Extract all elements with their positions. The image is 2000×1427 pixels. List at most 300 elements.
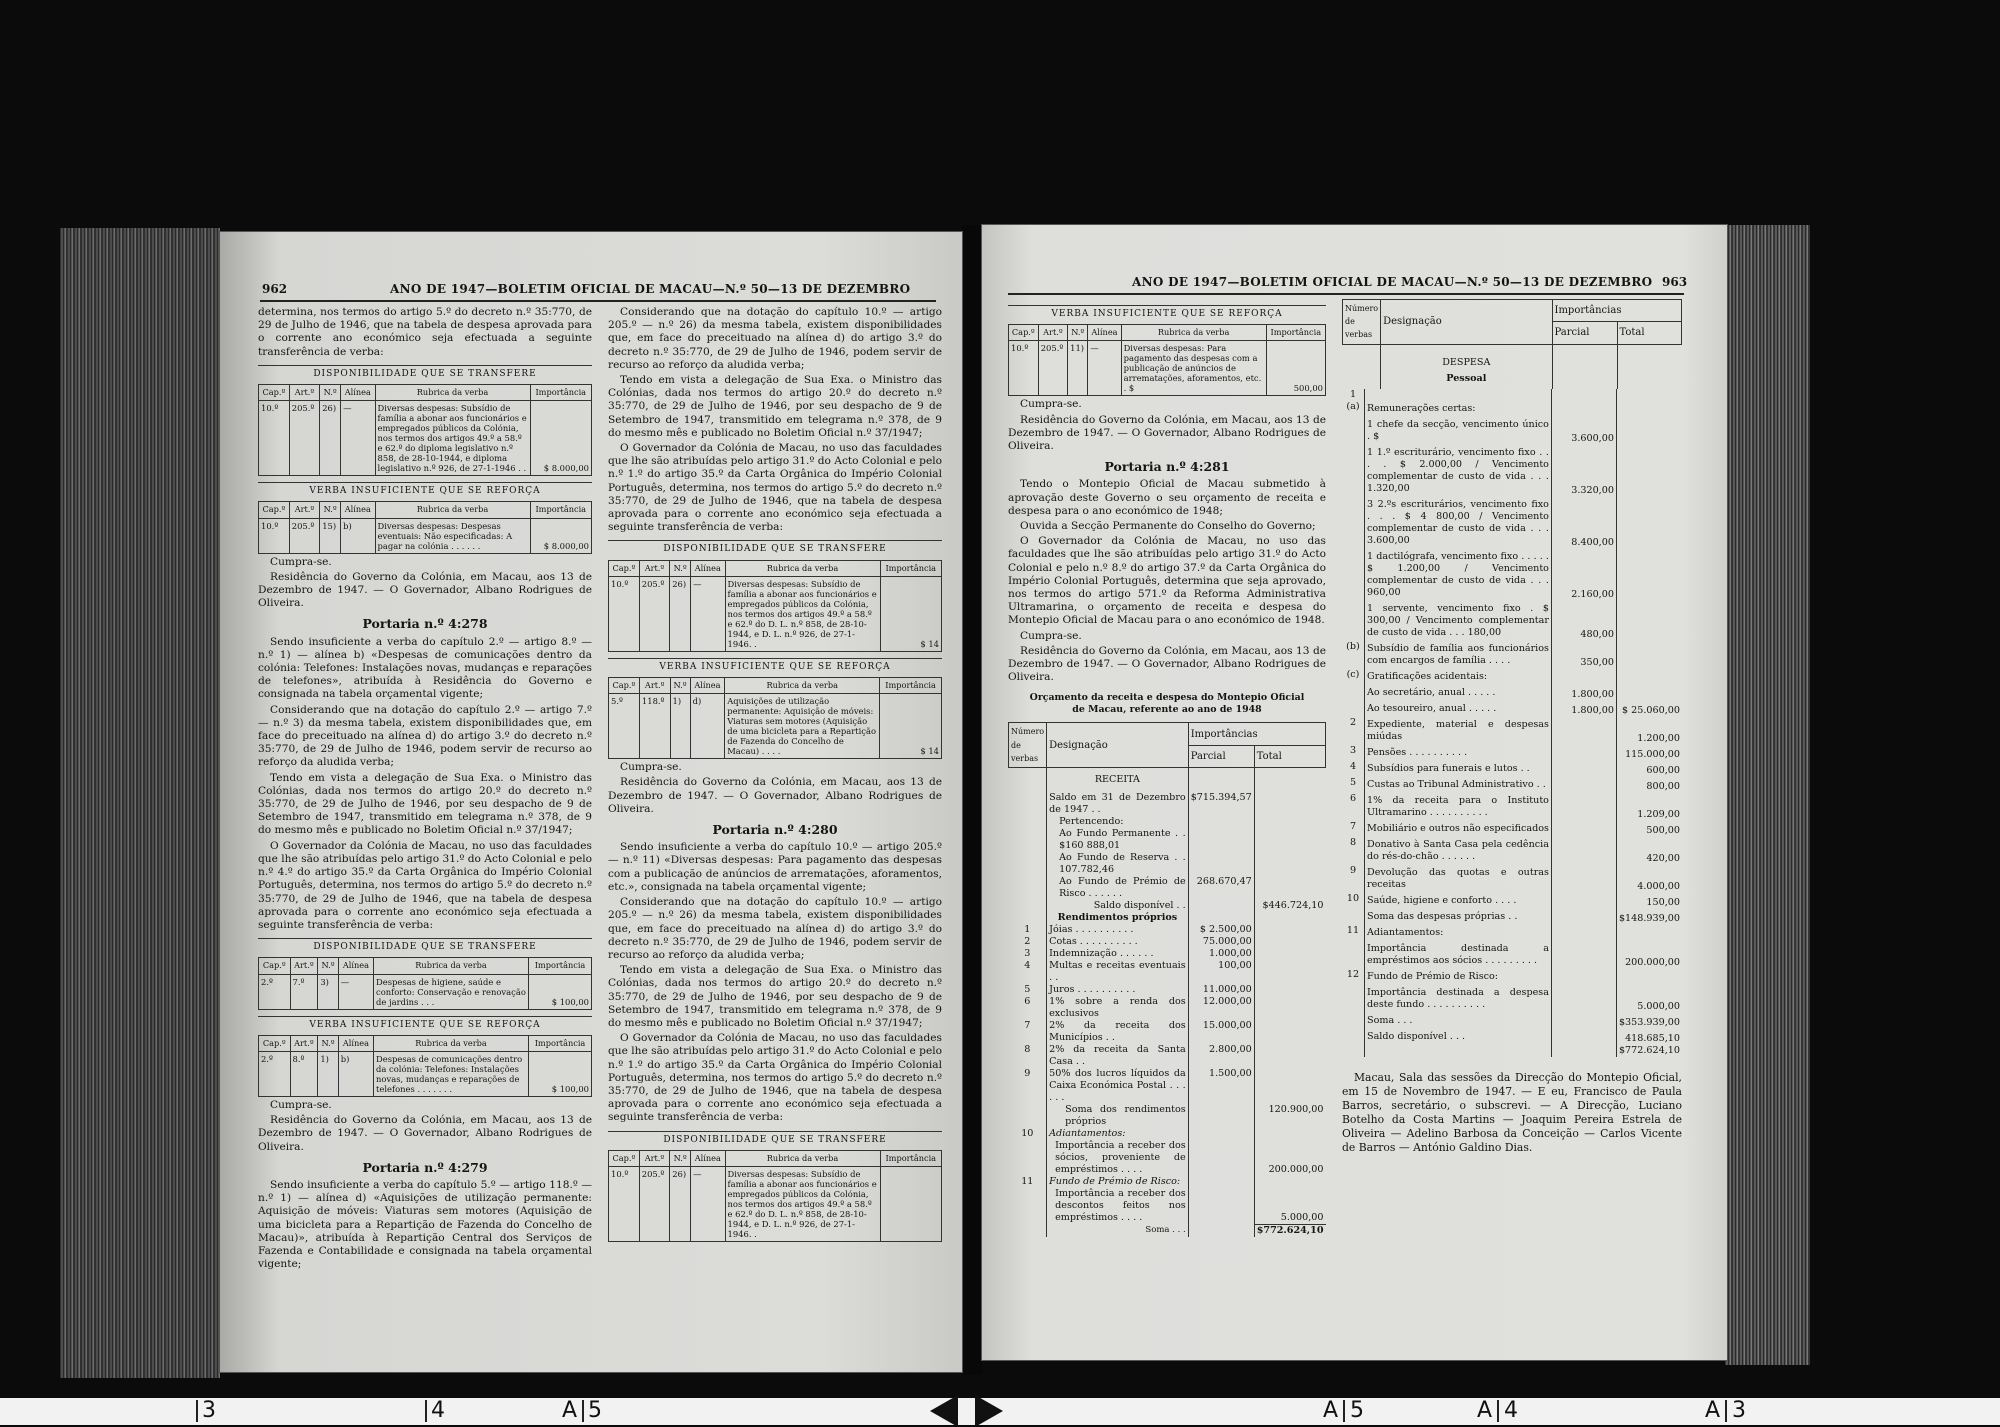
cell: Soma das despesas próprias . . <box>1365 909 1552 925</box>
cell: 3.600,00 <box>1551 417 1616 445</box>
table-row <box>1009 341 1326 396</box>
cell: 2 <box>1009 936 1047 948</box>
cell <box>1551 1029 1616 1045</box>
th-alinea: Alínea <box>690 678 725 694</box>
table-row <box>1009 1224 1326 1237</box>
cell: 1% sobre a renda dos exclusivos <box>1047 996 1189 1020</box>
th-rubrica: Rubrica da verba <box>375 385 530 401</box>
th-numero: Número de verbas <box>1009 723 1047 768</box>
table-row <box>1009 1044 1326 1068</box>
cell: Mobiliário e outros não especificados <box>1365 821 1552 837</box>
paragraph: Sendo insuficiente a verba do capítulo 2.º — artigo 8.º — n.º 1) — alínea b) «Despesas de comunicações dentro da colónia: Telefones: Instalações novas, mudanças e reparações de telefones», atribuída à Residência do Governo e consignada na tabela orçamental vigente; <box>258 635 592 701</box>
cell: (c) <box>1342 669 1365 685</box>
film-tick <box>1725 1400 1727 1422</box>
cell <box>1342 417 1365 445</box>
table-row <box>1342 549 1682 601</box>
th-imp: Importância <box>880 1150 941 1166</box>
cell <box>1616 669 1682 685</box>
signature-line: Residência do Governo da Colónia, em Macau, aos 13 de Dezembro de 1947. — O Governador, Albano Rodrigues de Oliveira. <box>1008 644 1326 684</box>
transfer-table <box>258 957 592 1009</box>
cell: 418.685,10 <box>1625 1032 1680 1044</box>
paragraph: Tendo em vista a delegação de Sua Exa. o Ministro das Colónias, dada nos termos do artigo 20.º do decreto n.º 35:770, de 29 de Julho de 1946, por seu despacho de 9 de Setembro de 1947, transmitido em telegrama n.º 378, de 9 do mesmo mês e publicado no Boletim Oficial n.º 37/1947; <box>608 964 942 1029</box>
cell <box>1365 1045 1552 1057</box>
th-imp: Importância <box>529 958 592 974</box>
th-alinea: Alínea <box>691 560 725 576</box>
table-row <box>259 1051 592 1096</box>
cell: 9 <box>1009 1068 1047 1104</box>
th-art: Art.º <box>639 560 669 576</box>
th-art: Art.º <box>289 502 319 518</box>
cell: Diversas despesas: Despesas eventuais: Não especificadas: A pagar na colónia . . . . . . <box>375 518 530 553</box>
th-cap: Cap.º <box>609 560 640 576</box>
table-row <box>1342 1013 1682 1029</box>
previous-frame-button[interactable] <box>930 1395 958 1427</box>
cell <box>1551 969 1616 985</box>
cell: Saldo em 31 de Dezembro de 1947 . . <box>1047 792 1189 816</box>
th-n: N.º <box>1068 325 1088 341</box>
cell: 1 chefe da secção, vencimento único . $ <box>1365 417 1552 445</box>
cell: 3 <box>1342 745 1365 761</box>
cell: 3.320,00 <box>1551 445 1616 497</box>
paragraph: Considerando que na dotação do capítulo 10.º — artigo 205.º — n.º 26) da mesma tabela, existem disponibilidades que, em face do preceituado na alínea d) do artigo 3.º do decreto n.º 35:770, de 29 de Julho de 1946, podem servir de recurso ao reforço da aludida verba; <box>608 896 942 961</box>
cell: 2.º <box>259 1051 291 1096</box>
cumpra-se: Cumpra-se. <box>270 1098 332 1111</box>
cell: 480,00 <box>1551 601 1616 641</box>
cell: 6 <box>1342 793 1365 821</box>
cell: Aquisições de utilização permanente: Aquisição de móveis: Viaturas sem motores (Aquisição de uma bicicleta para a Repartição de Fazenda do Concelho de Macau) . . . . <box>725 694 880 759</box>
cell: Soma dos rendimentos próprios <box>1047 1104 1189 1128</box>
cell: Saldo disponível . . <box>1047 900 1189 912</box>
th-importancias: Importâncias <box>1188 723 1325 745</box>
film-mark: A <box>562 1398 578 1423</box>
reinforce-table <box>258 501 592 553</box>
paragraph: O Governador da Colónia de Macau, no uso das faculdades que lhe são atribuídas pelo artigo 31.º do Acto Colonial e pelo n.º 8.º do artigo 37.º da Carta Orgânica do Império Colonial Português, determina que seja aprovado, nos termos do artigo 571.º da Reforma Administrativa Ultramarina, o orçamento de receita e despesa do Montepio Oficial de Macau para o ano económico de 1948. <box>1008 535 1326 627</box>
cell: 26) <box>320 401 341 476</box>
th-art: Art.º <box>290 1035 318 1051</box>
th-designacao: Designação <box>1381 300 1552 345</box>
cell <box>1616 925 1682 941</box>
cell <box>1551 865 1616 893</box>
cell: $ 100,00 <box>529 1051 592 1096</box>
cell: 800,00 <box>1646 780 1680 792</box>
cell <box>1616 685 1682 701</box>
th-cap: Cap.º <box>259 502 290 518</box>
th-designacao: Designação <box>1047 723 1189 768</box>
table-row <box>259 401 592 476</box>
cell: 1.209,00 <box>1637 808 1680 820</box>
cell <box>1342 985 1365 1013</box>
th-cap: Cap.º <box>259 385 290 401</box>
th-cap: Cap.º <box>609 678 640 694</box>
book-edge-left <box>60 228 220 1378</box>
th-art: Art.º <box>1038 325 1067 341</box>
cell: 1 servente, vencimento fixo . $ 300,00 / Vencimento complementar de custo de vida . . . 180,00 <box>1365 601 1552 641</box>
table-row <box>1009 1020 1326 1044</box>
table-row <box>1342 685 1682 701</box>
th-parcial: Parcial <box>1552 322 1617 344</box>
cell: Adiantamentos: <box>1365 925 1552 941</box>
table-row <box>1009 792 1326 816</box>
signature-line: Residência do Governo da Colónia, em Macau, aos 13 de Dezembro de 1947. — O Governador, Albano Rodrigues de Oliveira. <box>1008 413 1326 453</box>
closing-paragraph: Macau, Sala das sessões da Direcção do Montepio Oficial, em 15 de Novembro de 1947. — E eu, Francisco de Paula Barros, secretário, o subscrevi. — A Direcção, Luciano Botelho da Costa Martins — Joaquim Pereira Estrela de Oliveira — Adelino Barbosa da Conceição — Carlos Vicente de Barros — António Galdino Dias. <box>1342 1070 1682 1154</box>
cell: Pensões . . . . . . . . . . <box>1365 745 1552 761</box>
cell <box>1616 549 1682 601</box>
table-row <box>1009 900 1326 912</box>
cell <box>1551 925 1616 941</box>
film-mark: 3 <box>202 1398 216 1423</box>
portaria-title: Portaria n.º 4:281 <box>1104 459 1230 475</box>
cell: Donativo à Santa Casa pela cedência do rés-do-chão . . . . . . <box>1365 837 1552 865</box>
cell: — <box>1088 341 1121 396</box>
reinforce-table <box>258 1035 592 1097</box>
th-alinea: Alínea <box>338 1035 373 1051</box>
cell <box>1551 821 1616 837</box>
transfer-table <box>608 560 942 652</box>
cell <box>1551 837 1616 865</box>
cell: 420,00 <box>1646 852 1680 864</box>
cell: 2.º <box>259 974 291 1009</box>
cell: Jóias . . . . . . . . . . <box>1047 924 1189 936</box>
cell: 600,00 <box>1646 764 1680 776</box>
cell: 6 <box>1009 996 1047 1020</box>
paragraph: Tendo em vista a delegação de Sua Exa. o Ministro das Colónias, dada nos termos do artigo 20.º do decreto n.º 35:770, de 29 de Julho de 1946, por seu despacho de 9 de Setembro de 1947, transmitido em telegrama n.º 378, de 9 do mesmo mês e publicado no Boletim Oficial n.º 37/1947; <box>258 771 592 837</box>
paragraph: O Governador da Colónia de Macau, no uso das faculdades que lhe são atribuídas pelo artigo 31.º do Acto Colonial e pelo n.º 4.º do artigo 35.º da Carta Orgânica do Império Colonial Português, determina, nos termos do artigo 5.º do decreto n.º 35:770, de 29 de Julho de 1946, que na tabela de despesa aprovada para o corrente ano económico seja efectuada a seguinte transferência de verba: <box>258 839 592 931</box>
cell: Fundo de Prémio de Risco: <box>1365 969 1552 985</box>
cell: 5 <box>1009 984 1047 996</box>
cell: 1.800,00 <box>1551 685 1616 701</box>
th-rubrica: Rubrica da verba <box>374 1035 529 1051</box>
cell: 50% dos lucros líquidos da Caixa Económica Postal . . . . . . <box>1047 1068 1189 1104</box>
cumpra-se: Cumpra-se. <box>1020 398 1082 411</box>
despesa-rows <box>1342 389 1682 1057</box>
cell: 3 2.ºs escriturários, vencimento fixo . . . $ 4 800,00 / Vencimento complementar de custo de vida . . . 3.600,00 <box>1365 497 1552 549</box>
table-row <box>1342 497 1682 549</box>
table-row <box>1342 909 1682 925</box>
cell <box>1551 389 1616 401</box>
cell: 15.000,00 <box>1188 1020 1254 1044</box>
table-row <box>1009 1140 1326 1176</box>
table-row <box>1009 996 1326 1020</box>
table-row <box>1009 1176 1326 1188</box>
table-row <box>1009 936 1326 948</box>
cell: — <box>691 1166 725 1241</box>
film-mark: 5 <box>1350 1398 1364 1423</box>
cell: 11 <box>1342 925 1365 941</box>
cell: 11.000,00 <box>1188 984 1254 996</box>
cell <box>1551 669 1616 685</box>
cell <box>880 1166 941 1241</box>
header-rule <box>260 300 936 302</box>
cell: 8.400,00 <box>1551 497 1616 549</box>
th-n: N.º <box>670 560 691 576</box>
table-row <box>1009 1068 1326 1104</box>
reinforce-table <box>608 677 942 759</box>
cell <box>1616 641 1682 669</box>
th-alinea: Alínea <box>341 502 375 518</box>
portaria-title: Portaria n.º 4:280 <box>712 822 838 838</box>
portaria-title: Portaria n.º 4:278 <box>362 616 488 632</box>
cell: 205.º <box>1038 341 1067 396</box>
cell <box>1551 893 1616 909</box>
th-n: N.º <box>320 385 341 401</box>
th-parcial: Parcial <box>1188 745 1254 767</box>
th-alinea: Alínea <box>341 385 375 401</box>
table-row <box>1009 1128 1326 1140</box>
table-row <box>1342 969 1682 985</box>
table-title: VERBA INSUFICIENTE QUE SE REFORÇA <box>1008 305 1326 321</box>
cell: Saúde, higiene e conforto . . . . <box>1365 893 1552 909</box>
cell: 5.000,00 <box>1280 1211 1324 1223</box>
page-header: ANO DE 1947—BOLETIM OFICIAL DE MACAU—N.º 50—13 DE DEZEMBRO <box>390 282 911 296</box>
cell <box>1551 761 1616 777</box>
transfer-table <box>258 384 592 476</box>
table-row <box>1342 745 1682 761</box>
cell: 1) <box>318 1051 338 1096</box>
transfer-table <box>608 1150 942 1242</box>
cell: Ao tesoureiro, anual . . . . . <box>1365 701 1552 717</box>
th-rubrica: Rubrica da verba <box>375 502 530 518</box>
th-rubrica: Rubrica da verba <box>725 1150 880 1166</box>
cell <box>1616 969 1682 985</box>
cell: Gratificações acidentais: <box>1365 669 1552 685</box>
cell: $772.624,10 <box>1254 1224 1325 1237</box>
table-row <box>1342 837 1682 865</box>
table-row <box>1342 389 1682 401</box>
cell: 4 <box>1009 960 1047 984</box>
cell: 2% da receita da Santa Casa . . <box>1047 1044 1189 1068</box>
film-mark: A <box>1323 1398 1339 1423</box>
cell: 205.º <box>639 1166 669 1241</box>
cell: 9 <box>1342 865 1365 893</box>
table-row <box>1342 793 1682 821</box>
paragraph: Ouvida a Secção Permanente do Conselho do Governo; <box>1020 520 1316 533</box>
film-mark: A <box>1705 1398 1721 1423</box>
table-row <box>1342 701 1682 717</box>
cell: 200.000,00 <box>1625 956 1680 968</box>
table-row <box>1342 925 1682 941</box>
cell: 205.º <box>639 576 669 651</box>
cell: 2.160,00 <box>1551 549 1616 601</box>
cell <box>1551 777 1616 793</box>
header-rule <box>1008 293 1684 295</box>
th-imp: Importância <box>1266 325 1325 341</box>
th-rubrica: Rubrica da verba <box>1121 325 1266 341</box>
cell <box>1365 389 1552 401</box>
cell <box>1342 601 1365 641</box>
cell: (a) <box>1342 401 1365 417</box>
cell: Pertencendo: <box>1047 816 1189 828</box>
reinforce-table <box>1008 324 1326 396</box>
cell: 26) <box>670 1166 691 1241</box>
pessoal-heading: Pessoal <box>1381 373 1552 389</box>
cell: 10.º <box>259 401 290 476</box>
page-number: 963 <box>1662 275 1688 289</box>
table-row <box>1342 941 1682 969</box>
film-tick <box>1497 1400 1499 1422</box>
th-alinea: Alínea <box>691 1150 725 1166</box>
cell: Juros . . . . . . . . . . <box>1047 984 1189 996</box>
cell: 8.º <box>290 1051 318 1096</box>
cell <box>1551 401 1616 417</box>
table-row <box>1009 1104 1326 1128</box>
th-n: N.º <box>318 1035 338 1051</box>
cell: Ao Fundo Permanente . . <box>1059 828 1186 840</box>
th-total: Total <box>1254 745 1325 767</box>
cell: 2% da receita dos Municípios . . <box>1047 1020 1189 1044</box>
film-mark: 5 <box>588 1398 602 1423</box>
cell <box>1342 549 1365 601</box>
film-mark: A <box>1477 1398 1493 1423</box>
table-title: DISPONIBILIDADE QUE SE TRANSFERE <box>608 1131 942 1147</box>
table-row <box>609 1166 942 1241</box>
cell: b) <box>338 1051 373 1096</box>
cell <box>1342 1045 1365 1057</box>
despesa-heading: DESPESA <box>1381 344 1552 373</box>
table-row <box>1009 852 1326 876</box>
cell: 4 <box>1342 761 1365 777</box>
cell <box>1551 941 1616 969</box>
table-row <box>1009 960 1326 984</box>
left-page <box>220 232 962 1372</box>
film-tick <box>196 1400 198 1422</box>
cell: Diversas despesas: Subsídio de família a abonar aos funcionários e empregados públicos da Colónia, nos termos dos artigos 49.º a 58.º e 62.º do diploma legislativo n.º 858, de 28-10-1944, e diploma legislativo n.º 926, de 27-1-1946 . . <box>375 401 530 476</box>
table-row <box>259 518 592 553</box>
cell: Soma . . . <box>1365 1013 1552 1029</box>
cell: 1.000,00 <box>1188 948 1254 960</box>
cell: 1 dactilógrafa, vencimento fixo . . . . . $ 1.200,00 / Vencimento complementar de custo de vida . . . 960,00 <box>1365 549 1552 601</box>
th-imp: Importância <box>880 678 942 694</box>
th-total: Total <box>1617 322 1682 344</box>
table-row <box>1009 876 1326 900</box>
paragraph: determina, nos termos do artigo 5.º do decreto n.º 35:770, de 29 de Julho de 1946, que na tabela de despesa aprovada para o corrente ano económico seja efectuada a seguinte transferência de verba: <box>258 306 592 358</box>
cell: Importância a receber dos descontos feitos nos empréstimos . . . . <box>1047 1188 1189 1224</box>
table-row <box>609 694 942 759</box>
cell: 7 <box>1342 821 1365 837</box>
cell: Despesas de comunicações dentro da colónia: Telefones: Instalações novas, mudanças e reparações de telefones . . . . . . . <box>374 1051 529 1096</box>
cell: 10.º <box>609 576 640 651</box>
th-cap: Cap.º <box>609 1150 640 1166</box>
cell: 12 <box>1342 969 1365 985</box>
cell <box>1551 1045 1616 1057</box>
table-row <box>1009 948 1326 960</box>
cell: $ 100,00 <box>529 974 592 1009</box>
th-n: N.º <box>670 678 690 694</box>
cell: 11 <box>1009 1176 1047 1188</box>
cell: 7.º <box>290 974 318 1009</box>
cell: 10.º <box>259 518 290 553</box>
table-row <box>609 576 942 651</box>
cell: Subsídio de família aos funcionários com encargos de família . . . . <box>1365 641 1552 669</box>
cell: 268.670,47 <box>1188 876 1254 900</box>
cell <box>1342 497 1365 549</box>
table-row <box>1009 924 1326 936</box>
cell: Ao Fundo de Reserva . . <box>1059 852 1186 864</box>
cell: b) <box>341 518 375 553</box>
cell: Ao Fundo de Prémio de Risco . . . . . . <box>1047 876 1189 900</box>
th-cap: Cap.º <box>1009 325 1039 341</box>
cumpra-se: Cumpra-se. <box>620 761 682 774</box>
portaria-title: Portaria n.º 4:279 <box>362 1159 488 1175</box>
cell: 15) <box>320 518 341 553</box>
paragraph: O Governador da Colónia de Macau, no uso das faculdades que lhe são atribuídas pelo artigo 31.º do Acto Colonial e pelo n.º 1.º do artigo 35.º da Carta Orgânica do Império Colonial Português, determina, nos termos do artigo 5.º do decreto n.º 35:770, de 29 de Julho de 1946, que na tabela de despesa aprovada para o corrente ano económico seja efectuada a seguinte transferência de verba: <box>608 1032 942 1124</box>
table-row <box>1342 1045 1682 1057</box>
cell: 107.782,46 <box>1059 864 1115 876</box>
cell: 500,00 <box>1646 824 1680 836</box>
table-title: VERBA INSUFICIENTE QUE SE REFORÇA <box>258 482 592 498</box>
cell: 75.000,00 <box>1188 936 1254 948</box>
cell: 11) <box>1068 341 1088 396</box>
cell: Multas e receitas eventuais . . <box>1047 960 1189 984</box>
signature-line: Residência do Governo da Colónia, em Macau, aos 13 de Dezembro de 1947. — O Governador, Albano Rodrigues de Oliveira. <box>608 776 942 815</box>
cell: $446.724,10 <box>1262 900 1324 912</box>
cell <box>1342 1029 1365 1045</box>
cell: Diversas despesas: Subsídio de família a abonar aos funcionários e empregados públicos da Colónia, nos termos dos artigos 49.º a 58.º e 62.º do D. L. n.º 858, de 28-10-1944, e D. L. n.º 926, de 27-1-1946. . <box>725 576 880 651</box>
right-page <box>982 225 1727 1360</box>
cell: $ 8.000,00 <box>530 401 591 476</box>
cell: 1.200,00 <box>1637 732 1680 744</box>
paragraph: Tendo o Montepio Oficial de Macau submetido à aprovação deste Governo o seu orçamento de receita e despesa para o ano económico de 1948; <box>1008 478 1326 517</box>
cell <box>1342 445 1365 497</box>
paragraph: Sendo insuficiente a verba do capítulo 5.º — artigo 118.º — n.º 1) — alínea d) «Aquisições de utilização permanente: Aquisição de móveis: Viaturas sem motores (Aquisição de uma bicicleta para a Repartição de Fazenda do Concelho de Macau)», atribuída à Repartição Central dos Serviços de Fazenda e Contabilidade e consignada na tabela orçamental vigente; <box>258 1178 592 1271</box>
cell: Subsídios para funerais e lutos . . <box>1365 761 1552 777</box>
cell: 1.800,00 <box>1551 701 1616 717</box>
table-row <box>1342 865 1682 893</box>
signature-line: Residência do Governo da Colónia, em Macau, aos 13 de Dezembro de 1947. — O Governador, Albano Rodrigues de Oliveira. <box>258 570 592 610</box>
cell: Fundo de Prémio de Risco: <box>1047 1176 1189 1188</box>
film-mark: 3 <box>1732 1398 1746 1423</box>
table-title: DISPONIBILIDADE QUE SE TRANSFERE <box>608 540 942 556</box>
th-rubrica: Rubrica da verba <box>725 678 880 694</box>
cell: 3 <box>1009 948 1047 960</box>
book-edge-right <box>1725 225 1810 1365</box>
cell: 350,00 <box>1551 641 1616 669</box>
table-title: VERBA INSUFICIENTE QUE SE REFORÇA <box>608 658 942 674</box>
table-title: DISPONIBILIDADE QUE SE TRANSFERE <box>258 365 592 381</box>
paragraph: Tendo em vista a delegação de Sua Exa. o Ministro das Colónias, dada nos termos do artigo 20.º do decreto n.º 35:770, de 29 de Julho de 1946, por seu despacho de 9 de Setembro de 1947, transmitido em telegrama n.º 378, de 9 do mesmo mês e publicado no Boletim Oficial n.º 37/1947; <box>608 374 942 439</box>
cell <box>1342 909 1365 925</box>
table-row <box>1009 828 1326 852</box>
cell: 5 <box>1342 777 1365 793</box>
table-row <box>1342 417 1682 445</box>
cell: Devolução das quotas e outras receitas <box>1365 865 1552 893</box>
cell <box>1616 389 1682 401</box>
cell: 1 1.º escriturário, vencimento fixo . . . . $ 2.000,00 / Vencimento complementar de custo de vida . . . 1.320,00 <box>1365 445 1552 497</box>
cell: Importância a receber dos sócios, proveniente de empréstimos . . . . <box>1047 1140 1189 1176</box>
next-frame-button[interactable] <box>975 1395 1003 1427</box>
cell: — <box>338 974 373 1009</box>
table-row <box>1009 984 1326 996</box>
cell: $ 14 <box>880 576 941 651</box>
cell <box>1551 717 1616 745</box>
budget-title: Orçamento da receita e despesa do Montepio Oficial de Macau, referente ao ano de 1948 <box>1029 692 1305 716</box>
cell: $ 2.500,00 <box>1188 924 1254 936</box>
right-column-2 <box>1342 299 1682 1157</box>
table-row <box>259 974 592 1009</box>
cell: 26) <box>670 576 691 651</box>
cell: Rendimentos próprios <box>1047 912 1189 924</box>
th-importancias: Importâncias <box>1552 300 1682 322</box>
receita-heading: RECEITA <box>1047 768 1189 793</box>
left-column-1 <box>258 306 592 1273</box>
cell: — <box>691 576 725 651</box>
page-number: 962 <box>262 282 288 296</box>
film-mark: 4 <box>1504 1398 1518 1423</box>
cell: 10.º <box>609 1166 640 1241</box>
receita-table <box>1008 722 1326 1236</box>
cell: Importância destinada a empréstimos aos sócios . . . . . . . . . <box>1365 941 1552 969</box>
th-rubrica: Rubrica da verba <box>374 958 529 974</box>
cell: 1% da receita para o Instituto Ultramarino . . . . . . . . . . <box>1365 793 1552 821</box>
